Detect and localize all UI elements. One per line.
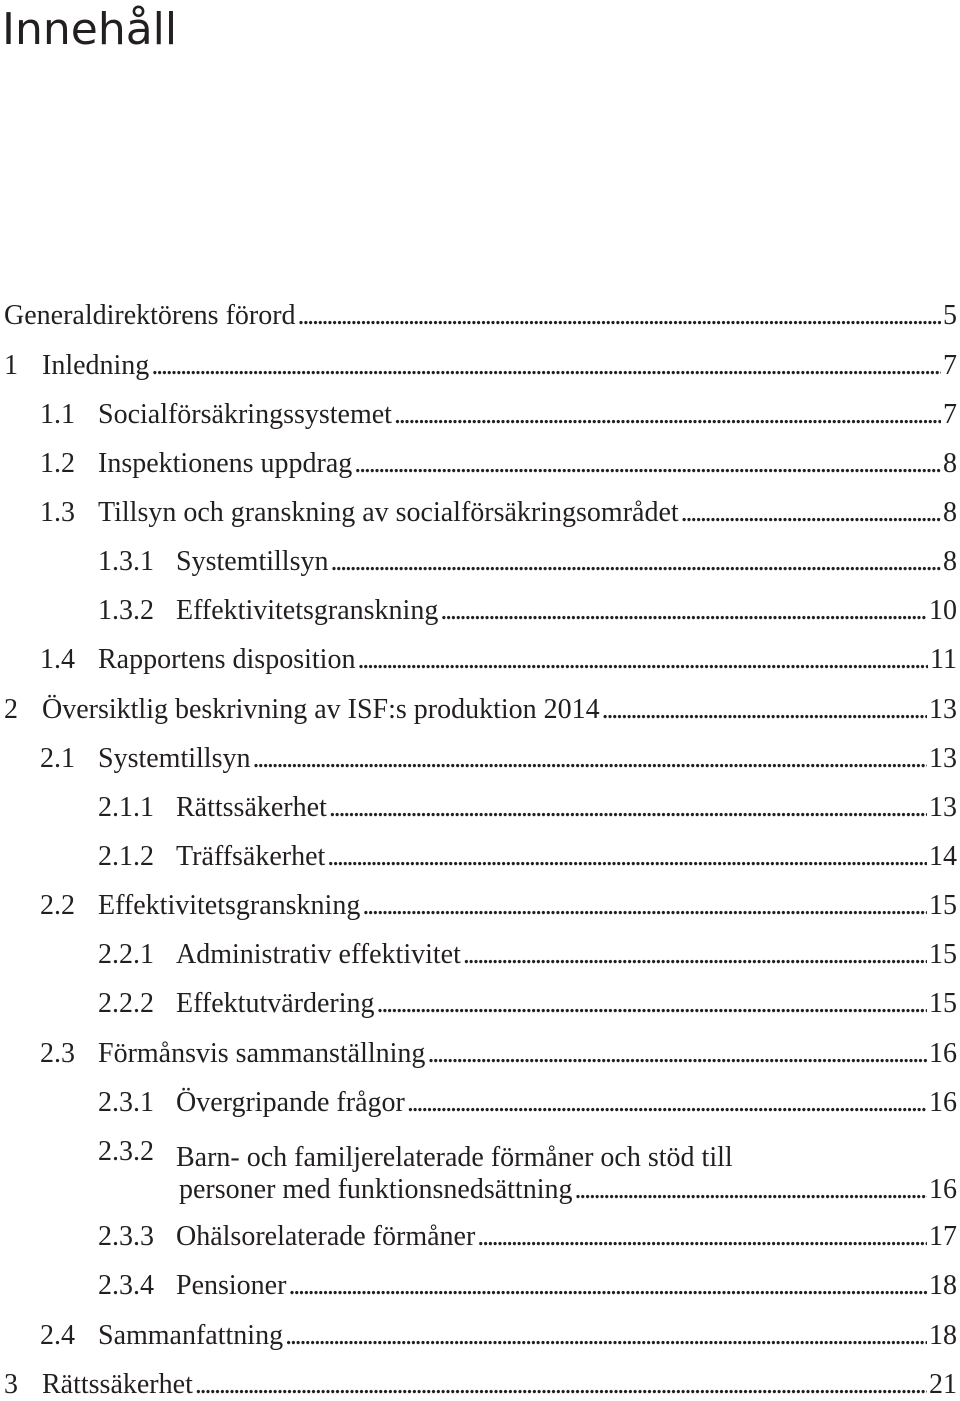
toc-entry-number: 3 (4, 1369, 18, 1400)
toc-entry-number: 2.1.2 (98, 841, 154, 872)
toc-entry-title: Översiktlig beskrivning av ISF:s produktion 2014 (42, 694, 600, 725)
toc-entry-title: Effektivitetsgranskning (176, 595, 439, 626)
toc-entry-title: Inledning (42, 350, 150, 381)
toc-entry-title: Inspektionens uppdrag (98, 448, 353, 479)
toc-entry[interactable] (98, 546, 957, 578)
toc-entry-page: 21 (929, 1369, 957, 1400)
toc-entry-title: Övergripande frågor (176, 1087, 405, 1118)
toc-leader-dots (327, 841, 927, 873)
toc-entry[interactable] (4, 300, 957, 332)
toc-entry[interactable] (98, 792, 957, 824)
toc-entry-number: 2.1 (40, 743, 75, 774)
toc-leader-dots (362, 890, 927, 922)
toc-entry[interactable] (40, 890, 957, 922)
toc-entry-number: 2.3.1 (98, 1087, 154, 1118)
toc-entry-number: 2.3.4 (98, 1270, 154, 1301)
toc-entry[interactable] (4, 350, 957, 382)
toc-leader-dots (463, 939, 927, 971)
toc-entry-title: Rapportens disposition (98, 644, 356, 675)
toc-leader-dots (574, 1174, 927, 1206)
toc-entry[interactable] (4, 694, 957, 726)
toc-entry-page: 16 (929, 1174, 957, 1205)
toc-entry-title: Effektutvärdering (176, 988, 375, 1019)
toc-leader-dots (298, 300, 941, 332)
toc-entry-title-block (176, 1138, 957, 1206)
toc-entry-page: 18 (929, 1320, 957, 1351)
toc-entry-page: 8 (943, 546, 957, 577)
toc-entry[interactable] (98, 1087, 957, 1119)
toc-leader-dots (394, 399, 941, 431)
toc-entry[interactable] (98, 1136, 957, 1206)
toc-entry[interactable] (98, 939, 957, 971)
toc-entry-page: 13 (929, 694, 957, 725)
toc-entry-number: 2.4 (40, 1320, 75, 1351)
toc-entry-page: 13 (929, 743, 957, 774)
toc-entry-title-continued: personer med funktionsnedsättning (179, 1174, 573, 1205)
toc-entry-page: 13 (929, 792, 957, 823)
toc-entry[interactable] (40, 1320, 957, 1352)
toc-entry-title: Rättssäkerhet (176, 792, 327, 823)
toc-entry[interactable] (98, 988, 957, 1020)
toc-entry-number: 2.3.3 (98, 1221, 154, 1252)
toc-entry-title: Ohälsorelaterade förmåner (176, 1221, 476, 1252)
toc-entry-page: 15 (929, 988, 957, 1019)
toc-entry-page: 14 (929, 841, 957, 872)
toc-entry-number: 2.2.2 (98, 988, 154, 1019)
page-title: Innehåll (2, 4, 178, 55)
toc-entry-title: Systemtillsyn (98, 743, 251, 774)
toc-entry[interactable] (40, 743, 957, 775)
toc-entry-title: Träffsäkerhet (176, 841, 326, 872)
toc-entry[interactable] (40, 399, 957, 431)
toc-entry-number: 2.3 (40, 1038, 75, 1069)
toc-entry[interactable] (40, 644, 957, 676)
toc-entry-page: 18 (929, 1270, 957, 1301)
toc-entry[interactable] (40, 497, 957, 529)
toc-leader-dots (329, 792, 927, 824)
toc-entry-page: 8 (943, 448, 957, 479)
toc-entry-title: Socialförsäkringssystemet (98, 399, 392, 430)
toc-entry[interactable] (98, 1270, 957, 1302)
toc-entry-title: Generaldirektörens förord (4, 300, 296, 331)
toc-leader-dots (681, 497, 941, 529)
toc-entry-page: 10 (929, 595, 957, 626)
toc-entry[interactable] (98, 595, 957, 627)
toc-entry-title: Effektivitetsgranskning (98, 890, 361, 921)
toc-entry-number: 2.2.1 (98, 939, 154, 970)
toc-entry-number: 1.2 (40, 448, 75, 479)
toc-leader-dots (407, 1087, 927, 1119)
toc-leader-dots (151, 350, 941, 382)
toc-leader-dots (288, 1270, 927, 1302)
toc-entry-page: 11 (930, 644, 957, 675)
toc-leader-dots (330, 546, 941, 578)
toc-entry-page: 16 (929, 1038, 957, 1069)
toc-entry-number: 2.3.2 (98, 1136, 154, 1167)
toc-entry-number: 1.3 (40, 497, 75, 528)
toc-leader-dots (357, 644, 928, 676)
toc-leader-dots (440, 595, 927, 627)
toc-entry-number: 1.3.1 (98, 546, 154, 577)
toc-entry-page: 8 (943, 497, 957, 528)
toc-leader-dots (354, 448, 941, 480)
toc-leader-dots (285, 1320, 927, 1352)
toc-entry-title: Förmånsvis sammanställning (98, 1038, 426, 1069)
toc-entry-number: 2 (4, 694, 18, 725)
toc-entry[interactable] (4, 1369, 957, 1401)
toc-entry-number: 1 (4, 350, 18, 381)
toc-entry-title: Sammanfattning (98, 1320, 284, 1351)
toc-entry-number: 2.2 (40, 890, 75, 921)
toc-entry-page: 5 (943, 300, 957, 331)
toc-entry[interactable] (40, 1038, 957, 1070)
toc-leader-dots (602, 694, 927, 726)
toc-entry-title: Barn- och familjerelaterade förmåner och stöd till (176, 1142, 733, 1173)
toc-entry-number: 1.1 (40, 399, 75, 430)
toc-entry-number: 1.3.2 (98, 595, 154, 626)
toc-leader-dots (427, 1038, 927, 1070)
toc-leader-dots (195, 1369, 927, 1401)
toc-entry-page: 16 (929, 1087, 957, 1118)
toc-entry-title: Administrativ effektivitet (176, 939, 461, 970)
toc-entry[interactable] (40, 448, 957, 480)
toc-entry[interactable] (98, 1221, 957, 1253)
toc-entry-page: 7 (943, 399, 957, 430)
toc-entry-page: 7 (943, 350, 957, 381)
toc-entry-title: Rättssäkerhet (42, 1369, 193, 1400)
toc-leader-dots (477, 1221, 927, 1253)
toc-entry-title: Tillsyn och granskning av socialförsäkringsområdet (98, 497, 679, 528)
toc-entry-number: 1.4 (40, 644, 75, 675)
toc-entry-title: Pensioner (176, 1270, 287, 1301)
toc-entry-number: 2.1.1 (98, 792, 154, 823)
toc-entry-page: 15 (929, 939, 957, 970)
toc-leader-dots (377, 988, 927, 1020)
toc-entry-title: Systemtillsyn (176, 546, 329, 577)
toc-entry-page: 17 (929, 1221, 957, 1252)
toc-leader-dots (252, 743, 927, 775)
toc-entry[interactable] (98, 841, 957, 873)
toc-entry-page: 15 (929, 890, 957, 921)
